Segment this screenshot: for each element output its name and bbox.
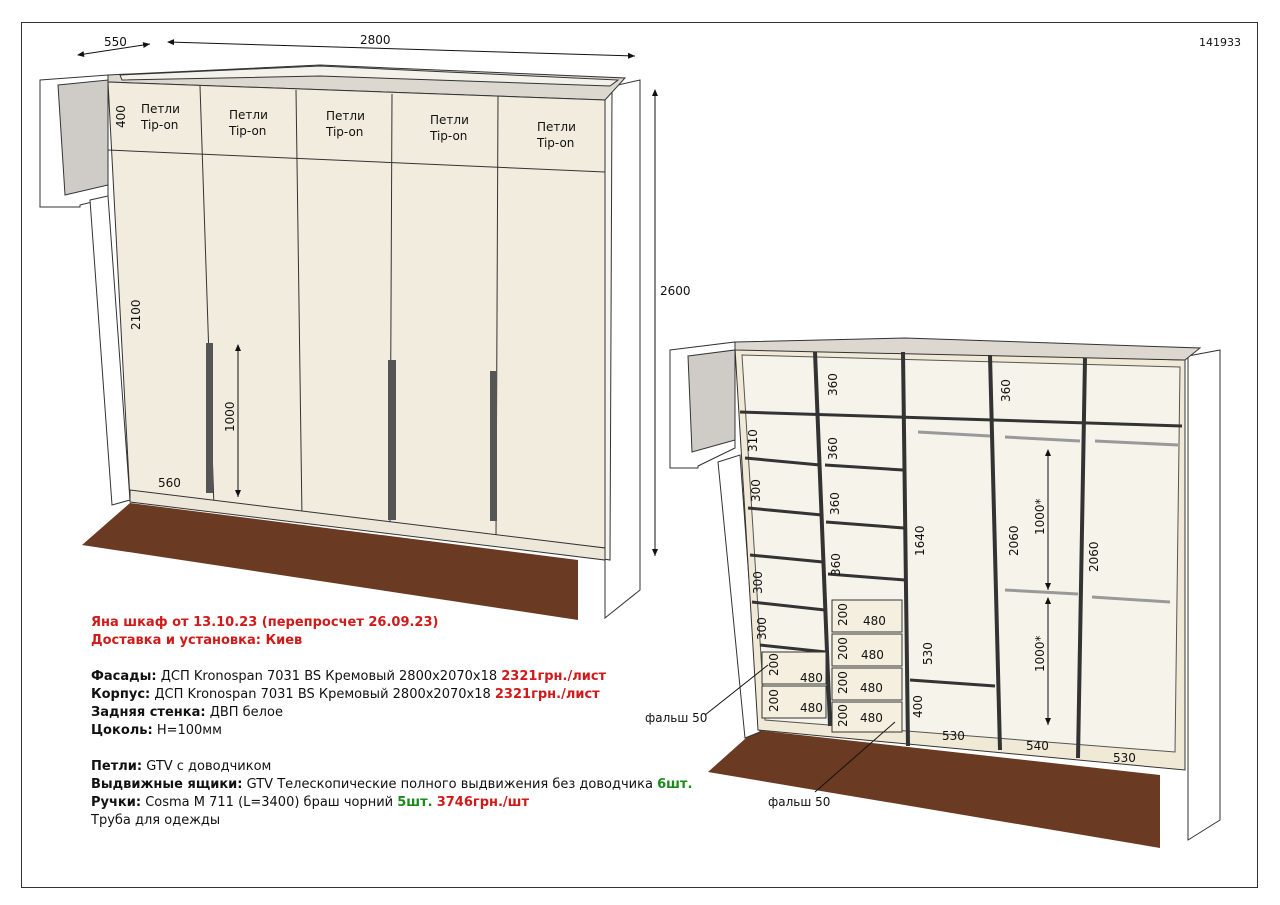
dim-lower-section: 2100 — [129, 299, 143, 330]
dim-300c: 300 — [755, 617, 769, 640]
drawer-200e: 200 — [836, 671, 850, 694]
document-code: 141933 — [1199, 36, 1241, 49]
dim-360e: 360 — [829, 553, 843, 576]
dim-door-width: 560 — [158, 476, 181, 490]
drawer-200b: 200 — [767, 689, 781, 712]
notes-title: Яна шкаф от 13.10.23 (перепросчет 26.09.23) — [91, 615, 439, 630]
dim-height: 2600 — [660, 284, 691, 298]
dim-2060b: 2060 — [1087, 541, 1101, 572]
drawer-200c: 200 — [836, 603, 850, 626]
right-view — [645, 338, 1220, 848]
dim-depth: 550 — [104, 35, 127, 49]
dim-rod-1000a: 1000* — [1033, 498, 1047, 535]
dim-360d: 360 — [828, 492, 842, 515]
dim-width: 2800 — [360, 33, 391, 47]
left-wall-inner — [58, 80, 108, 195]
dim-360b: 360 — [999, 379, 1013, 402]
notes-drawers: Выдвижные ящики: GTV Телескопические полного выдвижения без доводчика 6шт. — [91, 777, 693, 792]
dim-top-section: 400 — [114, 105, 128, 128]
dim-360c: 360 — [826, 437, 840, 460]
handle-3 — [490, 371, 497, 521]
drawer-480e: 480 — [860, 681, 883, 695]
notes-back: Задняя стенка: ДВП белое — [91, 705, 283, 720]
drawer-480f: 480 — [860, 711, 883, 725]
callout-false-panel-1: фальш 50 — [645, 711, 708, 725]
left-view — [40, 33, 691, 620]
dim-300a: 300 — [749, 479, 763, 502]
handle-2 — [388, 360, 396, 520]
dim-1640: 1640 — [913, 525, 927, 556]
door-label-4b: Tip-on — [430, 129, 468, 143]
door-label-3b: Tip-on — [326, 125, 364, 139]
drawer-480c: 480 — [863, 614, 886, 628]
drawer-480b: 480 — [800, 701, 823, 715]
dim-540: 540 — [1026, 739, 1049, 753]
notes-rail: Труба для одежды — [91, 813, 221, 828]
drawer-200f: 200 — [836, 704, 850, 727]
facade-left — [108, 82, 605, 548]
notes-delivery: Доставка и установка: Киев — [91, 633, 303, 648]
door-label-1a: Петли — [141, 102, 180, 116]
notes-plinth: Цоколь: H=100мм — [91, 723, 222, 738]
door-label-4a: Петли — [430, 113, 469, 127]
door-label-3a: Петли — [326, 109, 365, 123]
dim-530b: 530 — [1113, 751, 1136, 765]
callout-false-panel-2: фальш 50 — [768, 795, 831, 809]
door-label-1b: Tip-on — [141, 118, 179, 132]
drawer-200a: 200 — [767, 653, 781, 676]
right-wall-right — [1188, 350, 1220, 840]
dim-530a: 530 — [942, 729, 965, 743]
dim-530-vert: 530 — [921, 642, 935, 665]
handle-1 — [206, 343, 213, 493]
door-label-5a: Петли — [537, 120, 576, 134]
dim-400-vert: 400 — [911, 695, 925, 718]
notes-body: Корпус: ДСП Kronospan 7031 BS Кремовый 2800x2070x18 2321грн./лист — [91, 687, 600, 702]
left-wall-inner-right — [688, 350, 735, 452]
notes-handles: Ручки: Cosma M 711 (L=3400) браш чорний 5шт. 3746грн./шт — [91, 795, 530, 810]
drawer-200d: 200 — [836, 637, 850, 660]
door-label-5b: Tip-on — [537, 136, 575, 150]
dim-310: 310 — [746, 429, 760, 452]
dim-300b: 300 — [751, 571, 765, 594]
dim-rod-1000b: 1000* — [1033, 635, 1047, 672]
dim-360a: 360 — [826, 373, 840, 396]
notes-block — [91, 614, 731, 830]
door-label-2a: Петли — [229, 108, 268, 122]
notes-facades: Фасады: ДСП Kronospan 7031 BS Кремовый 2800x2070x18 2321грн./лист — [91, 669, 607, 684]
dim-handle-length: 1000 — [223, 401, 237, 432]
drawer-480d: 480 — [861, 648, 884, 662]
dim-2060a: 2060 — [1007, 525, 1021, 556]
notes-hinges: Петли: GTV с доводчиком — [91, 759, 272, 774]
door-label-2b: Tip-on — [229, 124, 267, 138]
drawer-480a: 480 — [800, 671, 823, 685]
